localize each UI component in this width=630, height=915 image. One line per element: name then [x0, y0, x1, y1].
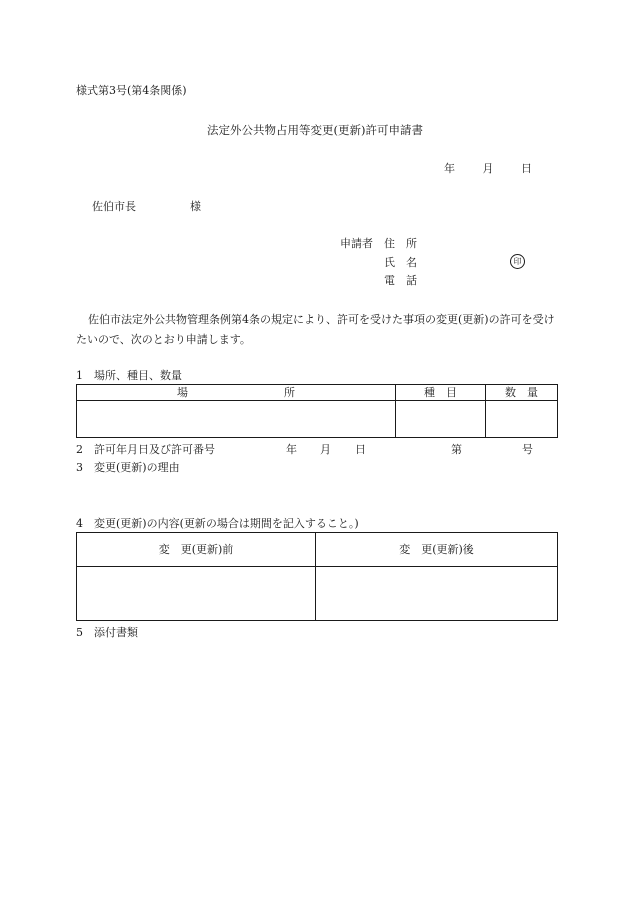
date-line [444, 162, 532, 175]
column-quantity: 数 量 [486, 385, 558, 401]
before-change-cell[interactable] [77, 567, 316, 621]
column-before-change: 変 更(更新)前 [77, 533, 316, 567]
addressee-honorific: 様 [190, 200, 201, 213]
section-4-heading: 4 変更(更新)の内容(更新の場合は期間を記入すること。) [76, 517, 359, 530]
permit-number-prefix: 第 [451, 443, 462, 456]
date-year-label: 年 [444, 162, 455, 175]
after-change-cell[interactable] [316, 567, 558, 621]
permit-day-label: 日 [355, 443, 366, 456]
permit-month-label: 月 [320, 443, 331, 456]
addressee [92, 200, 201, 213]
applicant-name-label: 氏 名 [384, 256, 417, 269]
addressee-name: 佐伯市長 [92, 200, 136, 213]
document-title: 法定外公共物占用等変更(更新)許可申請書 [207, 123, 423, 137]
section-5-heading: 5 添付書類 [76, 626, 138, 639]
section-2-heading: 2 許可年月日及び許可番号 [76, 443, 215, 456]
permit-number-suffix: 号 [522, 443, 533, 456]
quantity-cell[interactable] [486, 401, 558, 438]
section-1-heading: 1 場所、種目、数量 [76, 369, 182, 382]
column-place-char-1: 場 [177, 385, 188, 399]
seal-mark: 印 [510, 254, 525, 269]
column-type: 種 目 [396, 385, 486, 401]
type-cell[interactable] [396, 401, 486, 438]
form-number: 様式第3号(第4条関係) [76, 84, 187, 97]
permit-year-label: 年 [286, 443, 297, 456]
place-type-quantity-table [76, 384, 558, 438]
column-place [77, 385, 396, 401]
place-cell[interactable] [77, 401, 396, 438]
applicant-label: 申請者 [340, 237, 373, 250]
change-content-table [76, 532, 558, 621]
column-place-char-2: 所 [284, 385, 295, 399]
application-statement: 佐伯市法定外公共物管理条例第4条の規定により、許可を受けた事項の変更(更新)の許可を受けたいので、次のとおり申請します。 [76, 313, 555, 346]
date-day-label: 日 [521, 162, 532, 175]
applicant-phone-label: 電 話 [384, 274, 417, 287]
column-after-change: 変 更(更新)後 [316, 533, 558, 567]
section-3-heading: 3 変更(更新)の理由 [76, 461, 180, 474]
date-month-label: 月 [482, 162, 494, 175]
applicant-address-label: 住 所 [384, 237, 417, 250]
